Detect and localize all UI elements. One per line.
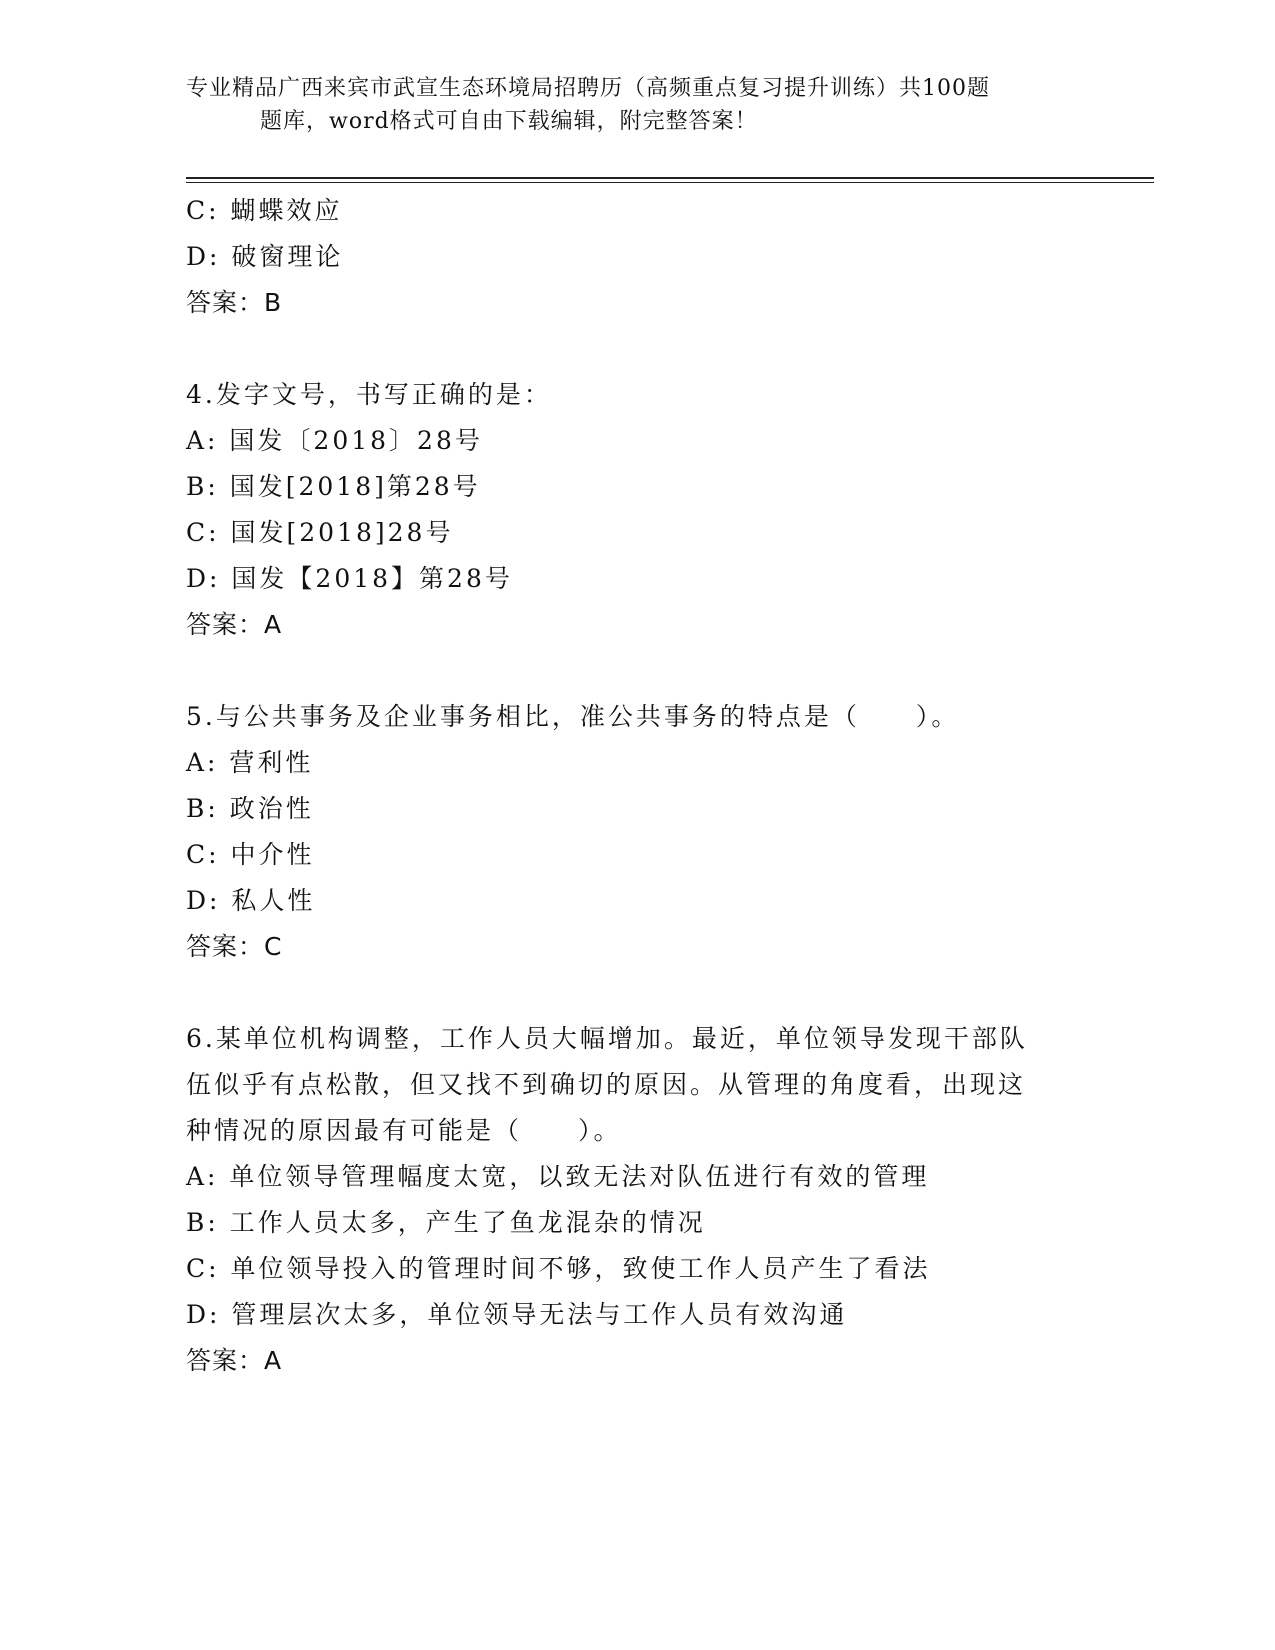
option-a: A: 单位领导管理幅度太宽，以致无法对队伍进行有效的管理 — [186, 1162, 930, 1191]
answer-line: 答案：B — [186, 288, 283, 317]
header-rule-thick — [186, 177, 1154, 179]
question-stem: 4.发字文号，书写正确的是： — [186, 380, 552, 409]
spacer — [186, 648, 1086, 694]
header-title-line-2: 题库，word格式可自由下载编辑，附完整答案！ — [260, 109, 758, 134]
option-c: C: 单位领导投入的管理时间不够，致使工作人员产生了看法 — [186, 1254, 931, 1283]
question-6 — [186, 1016, 1086, 1384]
answer-line: 答案：C — [186, 932, 283, 961]
document-header — [186, 72, 1066, 138]
option-d: D: 私人性 — [186, 886, 316, 915]
spacer — [186, 326, 1086, 372]
option-a: A: 国发〔2018〕28号 — [186, 426, 483, 455]
question-5 — [186, 694, 1086, 970]
option-b: B: 国发[2018]第28号 — [186, 472, 481, 501]
question-3 — [186, 188, 1086, 326]
option-b: B: 政治性 — [186, 794, 314, 823]
answer-line: 答案：A — [186, 610, 283, 639]
header-rule-thin — [186, 182, 1154, 183]
question-list — [186, 188, 1086, 1384]
option-c: C: 蝴蝶效应 — [186, 196, 343, 225]
option-a: A: 营利性 — [186, 748, 314, 777]
option-b: B: 工作人员太多，产生了鱼龙混杂的情况 — [186, 1208, 706, 1237]
question-stem-line-3: 种情况的原因最有可能是（ ）。 — [186, 1116, 622, 1145]
option-c: C: 国发[2018]28号 — [186, 518, 454, 547]
question-stem-line-2: 伍似乎有点松散，但又找不到确切的原因。从管理的角度看，出现这 — [186, 1070, 1027, 1099]
option-d: D: 破窗理论 — [186, 242, 344, 271]
option-d: D: 国发【2018】第28号 — [186, 564, 513, 593]
question-stem: 5.与公共事务及企业事务相比，准公共事务的特点是（ ）。 — [186, 702, 960, 731]
question-stem-line-1: 6.某单位机构调整，工作人员大幅增加。最近，单位领导发现干部队 — [186, 1024, 1028, 1053]
header-title-line-1: 专业精品广西来宾市武宣生态环境局招聘历（高频重点复习提升训练）共100题 — [186, 76, 990, 101]
option-d: D: 管理层次太多，单位领导无法与工作人员有效沟通 — [186, 1300, 848, 1329]
answer-line: 答案：A — [186, 1346, 283, 1375]
option-c: C: 中介性 — [186, 840, 315, 869]
spacer — [186, 970, 1086, 1016]
question-4 — [186, 372, 1086, 648]
